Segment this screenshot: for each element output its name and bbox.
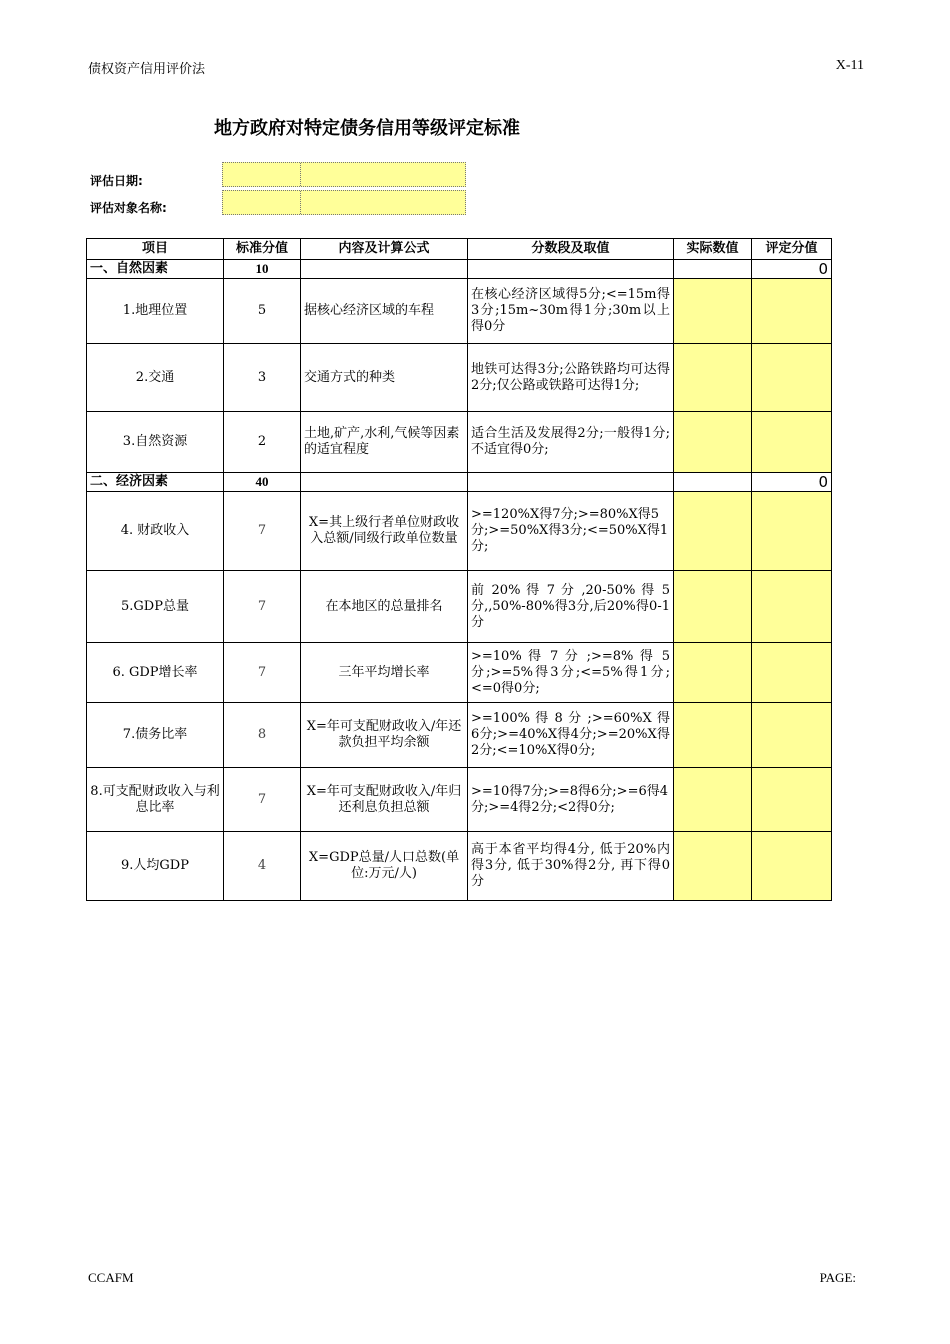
row-item: 9.人均GDP <box>87 832 224 901</box>
score-cell[interactable] <box>752 643 832 703</box>
row-std: 7 <box>224 571 301 643</box>
row-range: 前 20% 得 7 分 ,20-50% 得 5分,,50%-80%得3分,后20%得0-1分 <box>468 571 674 643</box>
header-page-code: X-11 <box>835 58 864 73</box>
eval-date-input[interactable] <box>222 162 466 187</box>
section-score: 0 <box>752 473 832 492</box>
table-row <box>87 703 832 768</box>
actual-value-cell[interactable] <box>674 279 752 344</box>
col-header-item: 项目 <box>87 239 224 260</box>
row-content: 在本地区的总量排名 <box>301 571 468 643</box>
score-cell[interactable] <box>752 344 832 412</box>
row-item: 1.地理位置 <box>87 279 224 344</box>
eval-target-name-input[interactable] <box>222 190 466 215</box>
eval-target-name-label: 评估对象名称: <box>90 201 167 215</box>
row-std: 7 <box>224 643 301 703</box>
row-range: 地铁可达得3分;公路铁路均可达得2分;仅公路或铁路可达得1分; <box>468 344 674 412</box>
row-content: X=年可支配财政收入/年还款负担平均余额 <box>301 703 468 768</box>
score-cell[interactable] <box>752 571 832 643</box>
row-item: 5.GDP总量 <box>87 571 224 643</box>
col-header-std: 标准分值 <box>224 239 301 260</box>
table-row <box>87 492 832 571</box>
actual-value-cell[interactable] <box>674 412 752 473</box>
actual-value-cell[interactable] <box>674 344 752 412</box>
rating-standard-table <box>86 238 832 901</box>
score-cell[interactable] <box>752 412 832 473</box>
actual-value-cell[interactable] <box>674 492 752 571</box>
section-row-economic <box>87 473 832 492</box>
section-std: 10 <box>224 260 301 279</box>
row-range: >=100% 得 8 分 ;>=60%X 得 6分;>=40%X得4分;>=20%X得2分;<=10%X得0分; <box>468 703 674 768</box>
row-item: 6. GDP增长率 <box>87 643 224 703</box>
score-cell[interactable] <box>752 279 832 344</box>
section-score: 0 <box>752 260 832 279</box>
score-cell[interactable] <box>752 832 832 901</box>
row-content: X=GDP总量/人口总数(单位:万元/人) <box>301 832 468 901</box>
row-std: 8 <box>224 703 301 768</box>
row-content: 三年平均增长率 <box>301 643 468 703</box>
row-content: X=其上级行者单位财政收入总额/同级行政单位数量 <box>301 492 468 571</box>
section-row-natural <box>87 260 832 279</box>
row-std: 2 <box>224 412 301 473</box>
table-row <box>87 412 832 473</box>
row-range: >=120%X得7分;>=80%X得5分;>=50%X得3分;<=50%X得1分; <box>468 492 674 571</box>
footer-page-label: PAGE: <box>819 1270 856 1285</box>
eval-date-label: 评估日期: <box>90 174 143 188</box>
row-content: 土地,矿产,水利,气候等因素的适宜程度 <box>301 412 468 473</box>
table-row <box>87 344 832 412</box>
row-content: 交通方式的种类 <box>301 344 468 412</box>
table-row <box>87 571 832 643</box>
actual-value-cell[interactable] <box>674 832 752 901</box>
section-name: 二、经济因素 <box>87 473 224 492</box>
footer-left: CCAFM <box>88 1270 134 1285</box>
score-cell[interactable] <box>752 492 832 571</box>
col-header-actual: 实际数值 <box>674 239 752 260</box>
col-header-range: 分数段及取值 <box>468 239 674 260</box>
row-range: 高于本省平均得4分, 低于20%内得3分, 低于30%得2分, 再下得0分 <box>468 832 674 901</box>
table-row <box>87 768 832 832</box>
section-std: 40 <box>224 473 301 492</box>
row-item: 7.债务比率 <box>87 703 224 768</box>
table-header-row <box>87 239 832 260</box>
row-range: >=10% 得 7 分 ;>=8% 得 5分;>=5%得3分;<=5%得1分;<=0得0分; <box>468 643 674 703</box>
row-item: 8.可支配财政收入与利息比率 <box>87 768 224 832</box>
row-range: 在核心经济区域得5分;<=15m得3分;15m~30m得1分;30m以上得0分 <box>468 279 674 344</box>
row-std: 7 <box>224 492 301 571</box>
header-left-title: 债权资产信用评价法 <box>88 62 206 77</box>
actual-value-cell[interactable] <box>674 703 752 768</box>
actual-value-cell[interactable] <box>674 768 752 832</box>
row-std: 5 <box>224 279 301 344</box>
table-row <box>87 279 832 344</box>
table-row <box>87 832 832 901</box>
row-range: >=10得7分;>=8得6分;>=6得4分;>=4得2分;<2得0分; <box>468 768 674 832</box>
row-content: 据核心经济区域的车程 <box>301 279 468 344</box>
section-name: 一、自然因素 <box>87 260 224 279</box>
row-std: 3 <box>224 344 301 412</box>
actual-value-cell[interactable] <box>674 571 752 643</box>
actual-value-cell[interactable] <box>674 643 752 703</box>
row-item: 3.自然资源 <box>87 412 224 473</box>
row-item: 4. 财政收入 <box>87 492 224 571</box>
col-header-score: 评定分值 <box>752 239 832 260</box>
row-item: 2.交通 <box>87 344 224 412</box>
score-cell[interactable] <box>752 768 832 832</box>
row-content: X=年可支配财政收入/年归还利息负担总额 <box>301 768 468 832</box>
table-row <box>87 643 832 703</box>
row-range: 适合生活及发展得2分;一般得1分;不适宜得0分; <box>468 412 674 473</box>
col-header-content: 内容及计算公式 <box>301 239 468 260</box>
row-std: 4 <box>224 832 301 901</box>
row-std: 7 <box>224 768 301 832</box>
score-cell[interactable] <box>752 703 832 768</box>
page-title: 地方政府对特定债务信用等级评定标准 <box>214 118 520 139</box>
